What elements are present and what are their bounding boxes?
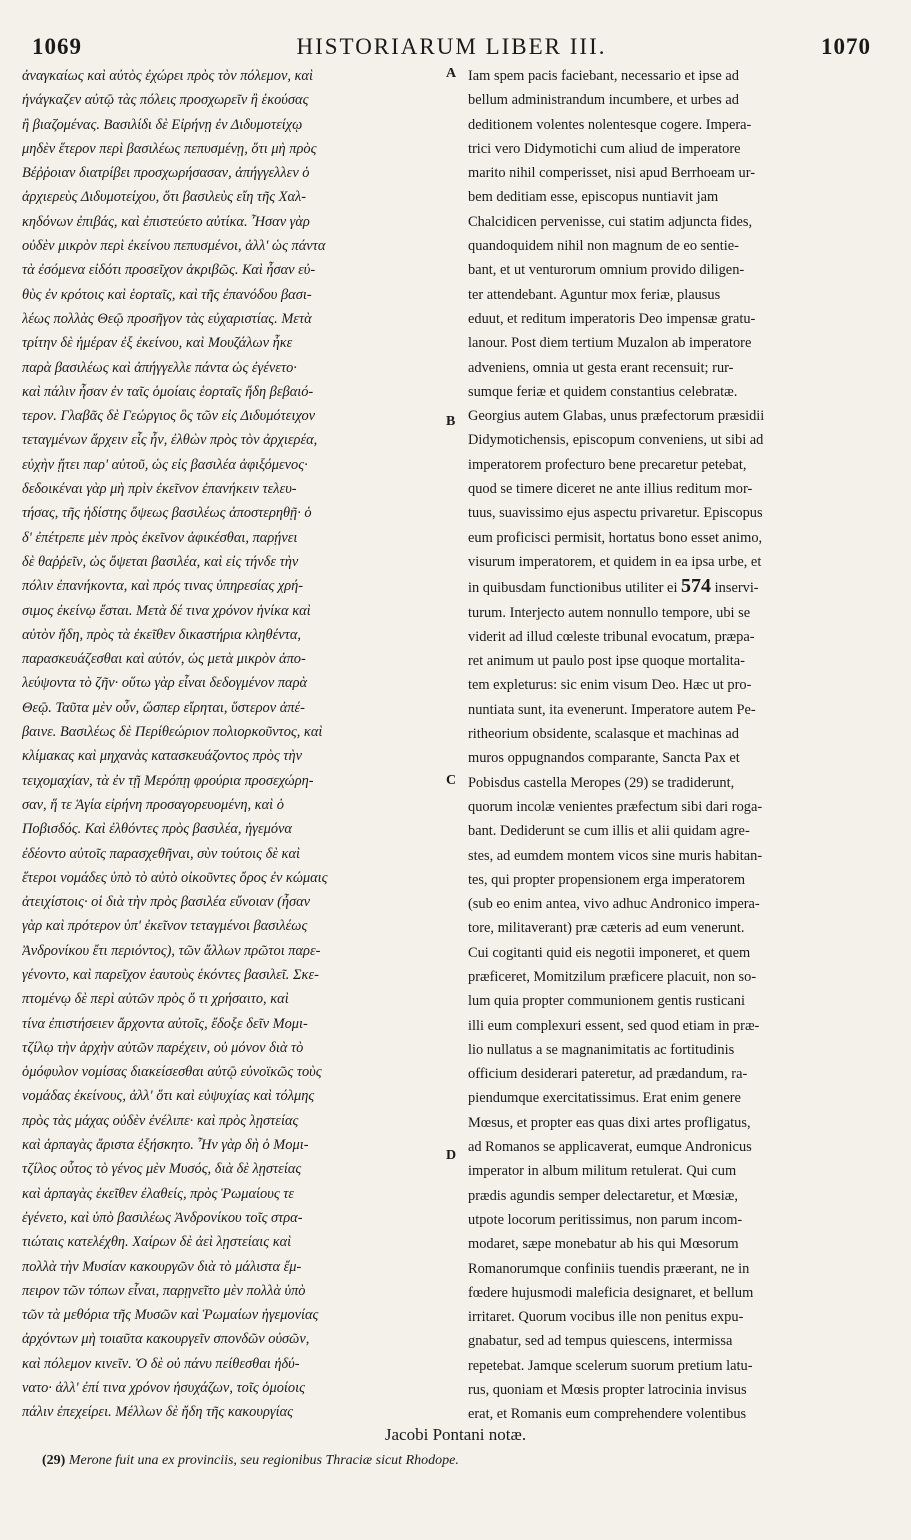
latin-line: repetebat. Jamque scelerum suorum pretium latu- <box>468 1357 753 1374</box>
greek-line: πολλὰ τὴν Μυσίαν κακουργῶν διὰ τὸ μάλιστα ἔμ- <box>22 1258 302 1275</box>
latin-line: visurum imperatorem, et quidem in ea ipsa urbe, et <box>468 553 762 570</box>
latin-line: Romanorumque confiniis tuendis præerant, ne in <box>468 1260 750 1277</box>
latin-line: lanour. Post diem tertium Muzalon ab imperatore <box>468 335 752 352</box>
greek-line: οὐδὲν μικρὸν περὶ ἐκείνου πεπυσμένοι, ἀλλ' ὡς πάντα <box>22 238 326 255</box>
latin-line: stes, ad eumdem montem vicos sine muris habitan- <box>468 847 763 864</box>
latin-line: bellum administrandum incumbere, et urbes ad <box>468 92 739 109</box>
latin-line: eum proficisci permisit, hortatus bono esset animo, <box>468 529 763 546</box>
latin-line: ter attendebant. Aguntur mox feriæ, plausus <box>468 286 721 303</box>
greek-line: Θεῷ. Ταῦτα μὲν οὖν, ὥσπερ εἴρηται, ὕστερον ἀπέ- <box>22 699 305 716</box>
greek-line: καὶ πάλιν ἦσαν ἐν ταῖς ὁμοίαις ἑορταῖς ἤδη βεβαιό- <box>22 383 314 400</box>
notes-heading: Jacobi Pontani notæ. <box>384 1425 527 1444</box>
latin-line: irritaret. Quorum vocibus ille non penitus expu- <box>468 1309 744 1326</box>
latin-line: Didymotichensis, episcopum conveniens, ut sibi ad <box>468 432 764 449</box>
latin-line: gnabatur, sed ad tempus quiescens, intermissa <box>468 1333 733 1350</box>
greek-line: τὰ ἐσόμενα εἰδότι προσεῖχον ἀκριβῶς. Καὶ ἦσαν εὐ- <box>22 262 316 279</box>
greek-line: σαν, ἥ τε Ἁγία εἰρήνη προσαγορευομένη, καὶ ὁ <box>22 796 284 813</box>
latin-line: Cui cogitanti quid eis negotii imponeret, et quem <box>468 944 751 961</box>
latin-line: (sub eo enim antea, vivo adhuc Andronico impera- <box>468 896 760 913</box>
greek-line: πτομένῳ δὲ περὶ αὐτῶν πρὸς ὅ τι χρήσαιτο, καὶ <box>22 991 289 1008</box>
greek-line: λεύψοντα τὸ ζῆν· οὕτω γὰρ εἶναι δεδογμένον παρὰ <box>22 675 308 692</box>
latin-line: bant, et ut venturorum omnium provido diligen- <box>468 262 745 279</box>
latin-line: nuntiata sunt, ita evenerunt. Imperatore autem Pe- <box>468 701 756 718</box>
greek-line: παρὰ βασιλέως καὶ ἀπήγγελλε πάντα ὡς ἐγένετο· <box>22 359 297 376</box>
latin-line: adveniens, omnia ut gesta erant recensuit; rur- <box>468 359 734 376</box>
latin-line: tuus, suavissimo ejus aspectu privaretur. Episcopus <box>468 505 763 522</box>
footnote-text: Merone fuit una ex provinciis, seu regionibus Thraciæ sicut Rhodope. <box>65 1453 459 1468</box>
greek-line: καὶ πόλεμον κινεῖν. Ὁ δὲ οὐ πάνυ πείθεσθαι ἠδύ- <box>22 1355 300 1372</box>
greek-line: πόλιν ἐπανήκοντα, καὶ πρός τινας ὑπηρεσίας χρή- <box>22 578 304 595</box>
greek-line: δ' ἐπέτρεπε μὲν πρὸς ἐκεῖνον ἀφικέσθαι, παρῄνει <box>22 529 298 546</box>
greek-line: πειρον τῶν τόπων εἶναι, παρῃνεῖτο μὲν πολλὰ ὑπὸ <box>22 1282 306 1299</box>
latin-line: piendumque exercitatissimus. Erat enim genere <box>468 1090 741 1107</box>
greek-line: Ἀνδρονίκου ἔτι περιόντος), τῶν ἄλλων πρῶτοι παρε- <box>22 942 321 959</box>
page-number-right: 1070 <box>821 34 871 59</box>
latin-line: lum quia propter communionem gentis rusticani <box>468 993 745 1010</box>
greek-line: ἀναγκαίως καὶ αὐτὸς ἐχώρει πρὸς τὸν πόλεμον, καὶ <box>22 68 313 84</box>
latin-line: tes, qui propter propensionem erga imperatorem <box>468 871 746 888</box>
greek-line: θὺς ἐν κρότοις καὶ ἑορταῖς, καὶ τῆς ἐπανόδου βασι- <box>22 286 312 303</box>
latin-line: bem deditiam esse, episcopus nuntiavit jam <box>468 189 719 206</box>
latin-line: Iam spem pacis faciebant, necessario et ipse ad <box>468 68 739 84</box>
greek-line: Βέῤῥοιαν διατρίβει προσχωρήσασαν, ἀπήγγελλεν ὁ <box>22 165 310 182</box>
greek-line: ὁμόφυλον νομίσας διακείσεσθαι αὐτῷ εὐνοϊκῶς τοὺς <box>22 1064 322 1081</box>
greek-line: τζίλος οὗτος τὸ γένος μὲν Μυσός, διὰ δὲ λῃστείας <box>22 1161 302 1178</box>
greek-line: δεδοικέναι γὰρ μὴ πρὶν ἐκεῖνον ἐπανήκειν τελευ- <box>22 481 297 498</box>
greek-line: κλίμακας καὶ μηχανὰς κατασκευάζοντος πρὸς τὴν <box>22 748 302 765</box>
latin-line: fœdere hujusmodi maleficia designaret, et bellum <box>468 1284 754 1301</box>
greek-text-column <box>22 64 442 1425</box>
greek-line: τζίλῳ τὴν ἀρχὴν αὐτῶν παρέχειν, οὐ μόνον διὰ τὸ <box>22 1039 304 1056</box>
greek-line: εὐχὴν ᾔτει παρ' αὐτοῦ, ὡς εἰς βασιλέα ἀφιξόμενος· <box>22 456 308 473</box>
greek-line: ἀτειχίστοις· οἱ διὰ τὴν πρὸς βασιλέα εὔνοιαν (ἦσαν <box>22 894 311 911</box>
greek-line: πρὸς τὰς μάχας οὐδὲν ἐνέλιπε· καὶ πρὸς λῃστείας <box>22 1112 299 1129</box>
latin-line: Mœsus, et propter eas quas dixi artes profligatus, <box>468 1114 751 1131</box>
latin-line: muros oppugnandos comparante, Sancta Pax et <box>468 750 740 767</box>
latin-line: quod se timere diceret ne ante illius reditum mor- <box>468 481 753 498</box>
latin-line: sumque feriæ et quidem constantius celebratæ. <box>468 383 738 400</box>
latin-line: erat, et Romanis eum comprehendere volentibus <box>468 1406 747 1423</box>
footnote <box>42 1453 882 1469</box>
margin-letter-b: B <box>446 414 456 429</box>
greek-line: ἀρχόντων μὴ τοιαῦτα κακουργεῖν σπονδῶν οὐσῶν, <box>22 1331 310 1348</box>
greek-line: τιώταις κατελέχθη. Χαίρων δὲ ἀεὶ λῃστείαις καὶ <box>22 1234 292 1251</box>
latin-line: illi eum complexuri essent, sed quod etiam in præ- <box>468 1017 760 1034</box>
greek-line: νατο· ἀλλ' ἐπί τινα χρόνον ἡσυχάζων, τοῖς ὁμοίοις <box>22 1380 305 1397</box>
greek-line: τειχομαχίαν, τὰ ἐν τῇ Μερόπῃ φρούρια προσεχώρη- <box>22 772 314 789</box>
latin-line: quorum incolæ venientes præfectum sibi dari roga- <box>468 798 763 815</box>
greek-line: μηδὲν ἕτερον περὶ βασιλέως πεπυσμένῃ, ὅτι μὴ πρὸς <box>22 140 317 157</box>
greek-line: δὲ θαῤῥεῖν, ὡς ὄψεται βασιλέα, καὶ εἰς τήνδε τὴν <box>22 553 299 570</box>
latin-line: tem expleturus: sic enim visum Deo. Hæc ut pro- <box>468 677 752 694</box>
greek-line: πάλιν ἐπεχείρει. Μέλλων δὲ ἤδη τῆς κακουργίας <box>22 1404 293 1421</box>
greek-line: καὶ ἁρπαγὰς ἄριστα ἐξήσκητο. Ἦν γὰρ δὴ ὁ Μομι- <box>22 1137 309 1154</box>
greek-line: νομάδας ἐκείνους, ἀλλ' ὅτι καὶ εὐψυχίας καὶ τόλμης <box>22 1088 315 1105</box>
latin-line: eduut, et reditum imperatoris Deo impensæ gratu- <box>468 310 756 327</box>
latin-line <box>468 574 877 600</box>
latin-line: viderit ad illud cœleste tribunal evocatum, præpa- <box>468 628 755 645</box>
greek-line: ἢ βιαζομένας. Βασιλίδι δὲ Εἰρήνῃ ἐν Διδυμοτείχῳ <box>22 116 303 133</box>
greek-line: βαινε. Βασιλέως δὲ Περίθεώριον πολιορκοῦντος, καὶ <box>22 724 323 741</box>
latin-line: ad Romanos se applicaverat, eumque Andronicus <box>468 1139 752 1156</box>
greek-line: ἐγένετο, καὶ ὑπὸ βασιλέως Ἀνδρονίκου τοῖς στρα- <box>22 1209 303 1226</box>
running-title: HISTORIARUM LIBER III. <box>296 34 607 59</box>
greek-line: τρίτην δὲ ἡμέραν ἐξ ἐκείνου, καὶ Μουζάλων ἧκε <box>22 335 293 352</box>
latin-line: tore, militaverant) præ cæteris ad eum venerunt. <box>468 920 745 937</box>
greek-line: γὰρ καὶ πρότερον ὑπ' ἐκεῖνον τεταγμένοι βασιλέως <box>22 918 308 935</box>
margin-letter-c: C <box>446 773 457 788</box>
greek-line: γένοντο, καὶ παρεῖχον ἑαυτοὺς ἑκόντες βασιλεῖ. Σκε- <box>22 966 319 983</box>
latin-line: Chalcidicen pervenisse, cui statim adjuncta fides, <box>468 213 753 230</box>
greek-line: ἀρχιερεὺς Διδυμοτείχου, ὅτι βασιλεὺς εἴη τῆς Χαλ- <box>22 189 307 206</box>
latin-line: imperator in album militum retulerat. Qui cum <box>468 1163 737 1180</box>
footnote-marker: (29) <box>42 1453 66 1468</box>
latin-line: quandoquidem nihil non magnum de eo sentie- <box>468 238 739 255</box>
margin-letter-a: A <box>446 66 457 81</box>
greek-line: Ποβισδός. Καὶ ἐλθόντες πρὸς βασιλέα, ἡγεμόνα <box>22 821 292 838</box>
greek-line: τερον. Γλαβᾶς δὲ Γεώργιος ὃς τῶν εἰς Διδυμότειχον <box>22 408 316 425</box>
latin-line-text: in quibusdam functionibus utiliter ei <box>468 580 682 597</box>
latin-line: ritheorium obsidente, scalasque et machinas ad <box>468 726 739 743</box>
latin-line: marito nihil comperisset, nisi apud Berrhoeam ur- <box>468 165 756 182</box>
latin-line: utpote locorum peritissimus, non parum incom- <box>468 1211 743 1228</box>
greek-line: καὶ ἁρπαγὰς ἐκεῖθεν ἐλαθείς, πρὸς Ῥωμαίους τε <box>22 1185 295 1202</box>
greek-line: τῶν τὰ μεθόρια τῆς Μυσῶν καὶ Ῥωμαίων ἡγεμονίας <box>22 1307 319 1324</box>
latin-line: Georgius autem Glabas, unus præfectorum præsidii <box>468 408 765 425</box>
inline-page-number: 574 <box>681 575 712 598</box>
latin-text-column <box>468 64 877 1427</box>
greek-line: κηδόνων ἐπιβάς, καὶ ἐπιστεύετο αὐτίκα. Ἦσαν γὰρ <box>22 213 310 230</box>
latin-line: deditionem volentes nolentesque cogere. Impera- <box>468 116 752 133</box>
greek-line: τεταγμένων ἄρχειν εἷς ἦν, ἐλθὼν πρὸς τὸν ἀρχιερέα, <box>22 432 318 449</box>
latin-line: ret animum ut paulo post ipse quoque mortalita- <box>468 653 745 670</box>
page-number-left: 1069 <box>32 34 82 59</box>
latin-line: trici vero Didymotichi cum aliud de imperatore <box>468 140 741 157</box>
latin-line: officium desiderari pateretur, ad prædandum, ra- <box>468 1066 748 1083</box>
greek-line: ἐδέοντο αὐτοῖς παρασχεθῆναι, σὺν τούτοις δὲ καὶ <box>22 845 300 862</box>
greek-line: τήσας, τῆς ἡδίστης ὄψεως βασιλέως ἀποστερηθῇ· ὁ <box>22 505 312 522</box>
greek-line: παρασκευάζεσθαι καὶ αὐτόν, ὡς μετὰ μικρὸν ἀπο- <box>22 651 306 668</box>
latin-line: Pobisdus castella Meropes (29) se tradiderunt, <box>468 774 735 791</box>
margin-letter-d: D <box>446 1148 457 1163</box>
greek-line: αὐτὸν ἤδη, πρὸς τὰ ἐκεῖθεν δικαστήρια κληθέντα, <box>22 626 301 643</box>
greek-line: λέως πολλὰς Θεῷ προσῆγον τὰς εὐχαριστίας. Μετὰ <box>22 310 312 327</box>
running-header <box>32 34 871 62</box>
latin-line: imperatorem profecturo bene precaretur petebat, <box>468 456 747 473</box>
greek-line: σιμος ἐκείνῳ ἔσται. Μετὰ δέ τινα χρόνον ἡνίκα καὶ <box>22 602 311 619</box>
latin-line: turum. Interjecto autem nonnullo tempore, ubi se <box>468 604 751 621</box>
latin-line: bant. Dediderunt se cum illis et alii quidam agre- <box>468 823 750 840</box>
latin-line: modaret, sæpe monebatur ab his qui Mœsorum <box>468 1236 739 1253</box>
latin-line-text: inservi- <box>711 580 759 597</box>
latin-line: præficeret, Momitzilum præficere placuit, non so- <box>468 968 757 985</box>
greek-line: τίνα ἐπιστήσειεν ἄρχοντα αὐτοῖς, ἔδοξε δεῖν Μομι- <box>22 1015 308 1032</box>
latin-line: prædis agundis semper delectaretur, et Mœsiæ, <box>468 1187 738 1204</box>
greek-line: ἠνάγκαζεν αὐτῷ τὰς πόλεις προσχωρεῖν ἢ ἑκούσας <box>22 92 309 109</box>
latin-line: rus, quoniam et Mœsis propter latrocinia invisus <box>468 1382 747 1399</box>
greek-line: ἕτεροι νομάδες ὑπὸ τὸ αὐτὸ οἰκοῦντες ὄρος ἐν κώμαις <box>22 869 328 886</box>
latin-line: lio nullatus a se magnanimitatis ac fortitudinis <box>468 1041 735 1058</box>
